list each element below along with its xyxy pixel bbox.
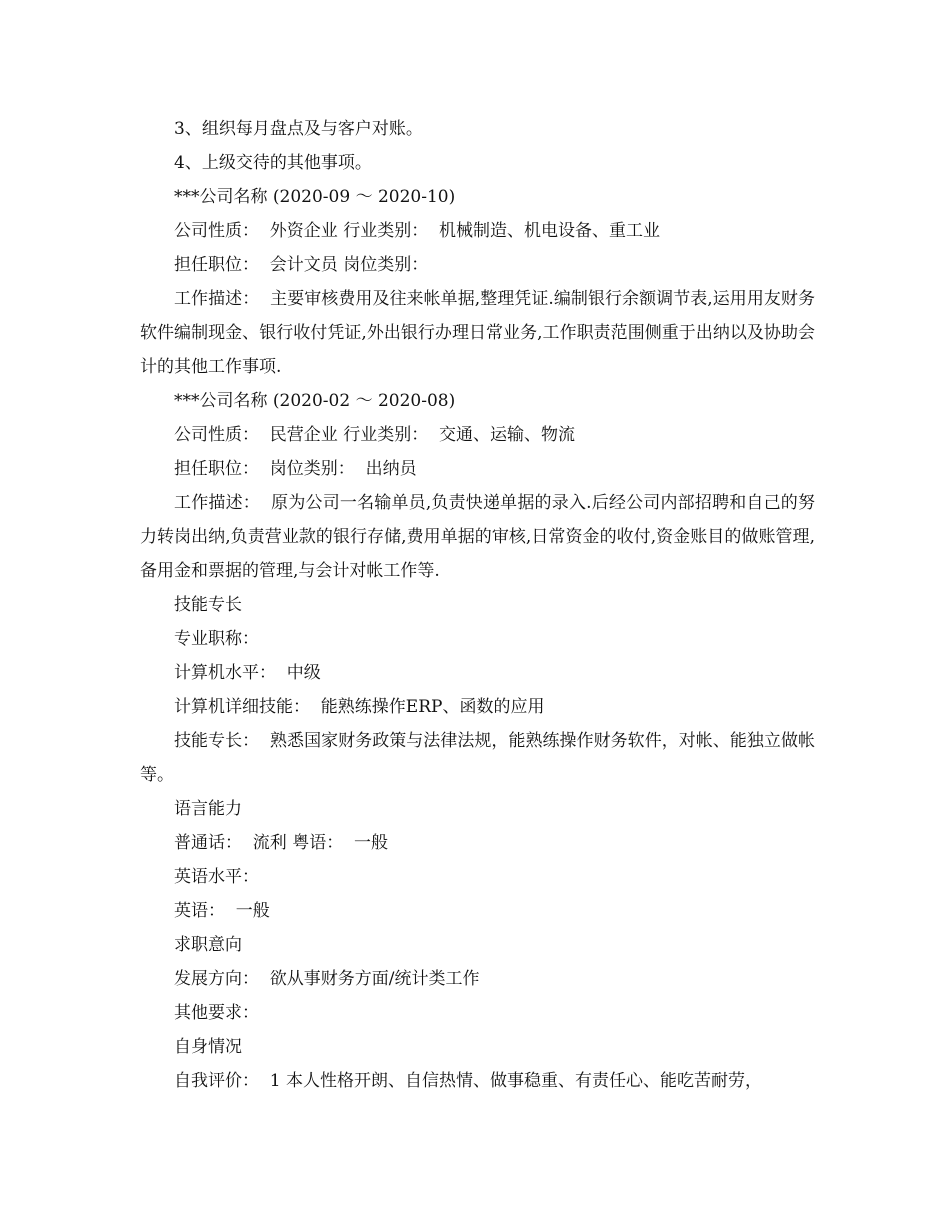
english-level: 英语水平：	[174, 867, 259, 887]
job3-position: 担任职位： 岗位类别： 出纳员	[174, 459, 417, 479]
computer-skills: 计算机详细技能： 能熟练操作ERP、函数的应用	[174, 697, 545, 717]
section-job-intention-heading: 求职意向	[174, 935, 242, 955]
job2-company-heading: ***公司名称 (2020-09 ～ 2020-10)	[174, 187, 456, 207]
job2-position: 担任职位： 会计文员 岗位类别：	[174, 255, 429, 275]
job3-description: 工作描述： 原为公司一名输单员,负责快递单据的录入.后经公司内部招聘和自己的努力转岗出纳,负责营业款的银行存储,费用单据的审核,日常资金的收付,资金账目的做账管理,备用金和票据的管理,与会计对帐工作等.	[140, 493, 815, 581]
mandarin-cantonese: 普通话： 流利 粤语： 一般	[174, 833, 389, 853]
job2-company-nature: 公司性质： 外资企业 行业类别： 机械制造、机电设备、重工业	[174, 221, 661, 241]
other-requirements: 其他要求：	[174, 1003, 259, 1023]
job3-company-heading: ***公司名称 (2020-02 ～ 2020-08)	[174, 391, 456, 411]
paragraph-inventory: 3、组织每月盘点及与客户对账。	[174, 119, 423, 139]
paragraph-other-tasks: 4、上级交待的其他事项。	[174, 153, 372, 173]
section-language-heading: 语言能力	[174, 799, 242, 819]
professional-title: 专业职称：	[174, 629, 259, 649]
job3-company-nature: 公司性质： 民营企业 行业类别： 交通、运输、物流	[174, 425, 576, 445]
document-page	[140, 112, 815, 1098]
skills-detail: 技能专长： 熟悉国家财务政策与法律法规，能熟练操作财务软件，对帐、能独立做帐等。	[140, 731, 815, 785]
section-self-heading: 自身情况	[174, 1037, 242, 1057]
english: 英语： 一般	[174, 901, 270, 921]
development-direction: 发展方向： 欲从事财务方面/统计类工作	[174, 969, 480, 989]
job2-description: 工作描述： 主要审核费用及往来帐单据,整理凭证.编制银行余额调节表,运用用友财务软件编制现金、银行收付凭证,外出银行办理日常业务,工作职责范围侧重于出纳以及协助会计的其他工作事项.	[140, 289, 815, 377]
computer-level: 计算机水平： 中级	[174, 663, 321, 683]
self-evaluation: 自我评价： 1 本人性格开朗、自信热情、做事稳重、有责任心、能吃苦耐劳，	[174, 1071, 763, 1091]
section-skills-heading: 技能专长	[174, 595, 242, 615]
